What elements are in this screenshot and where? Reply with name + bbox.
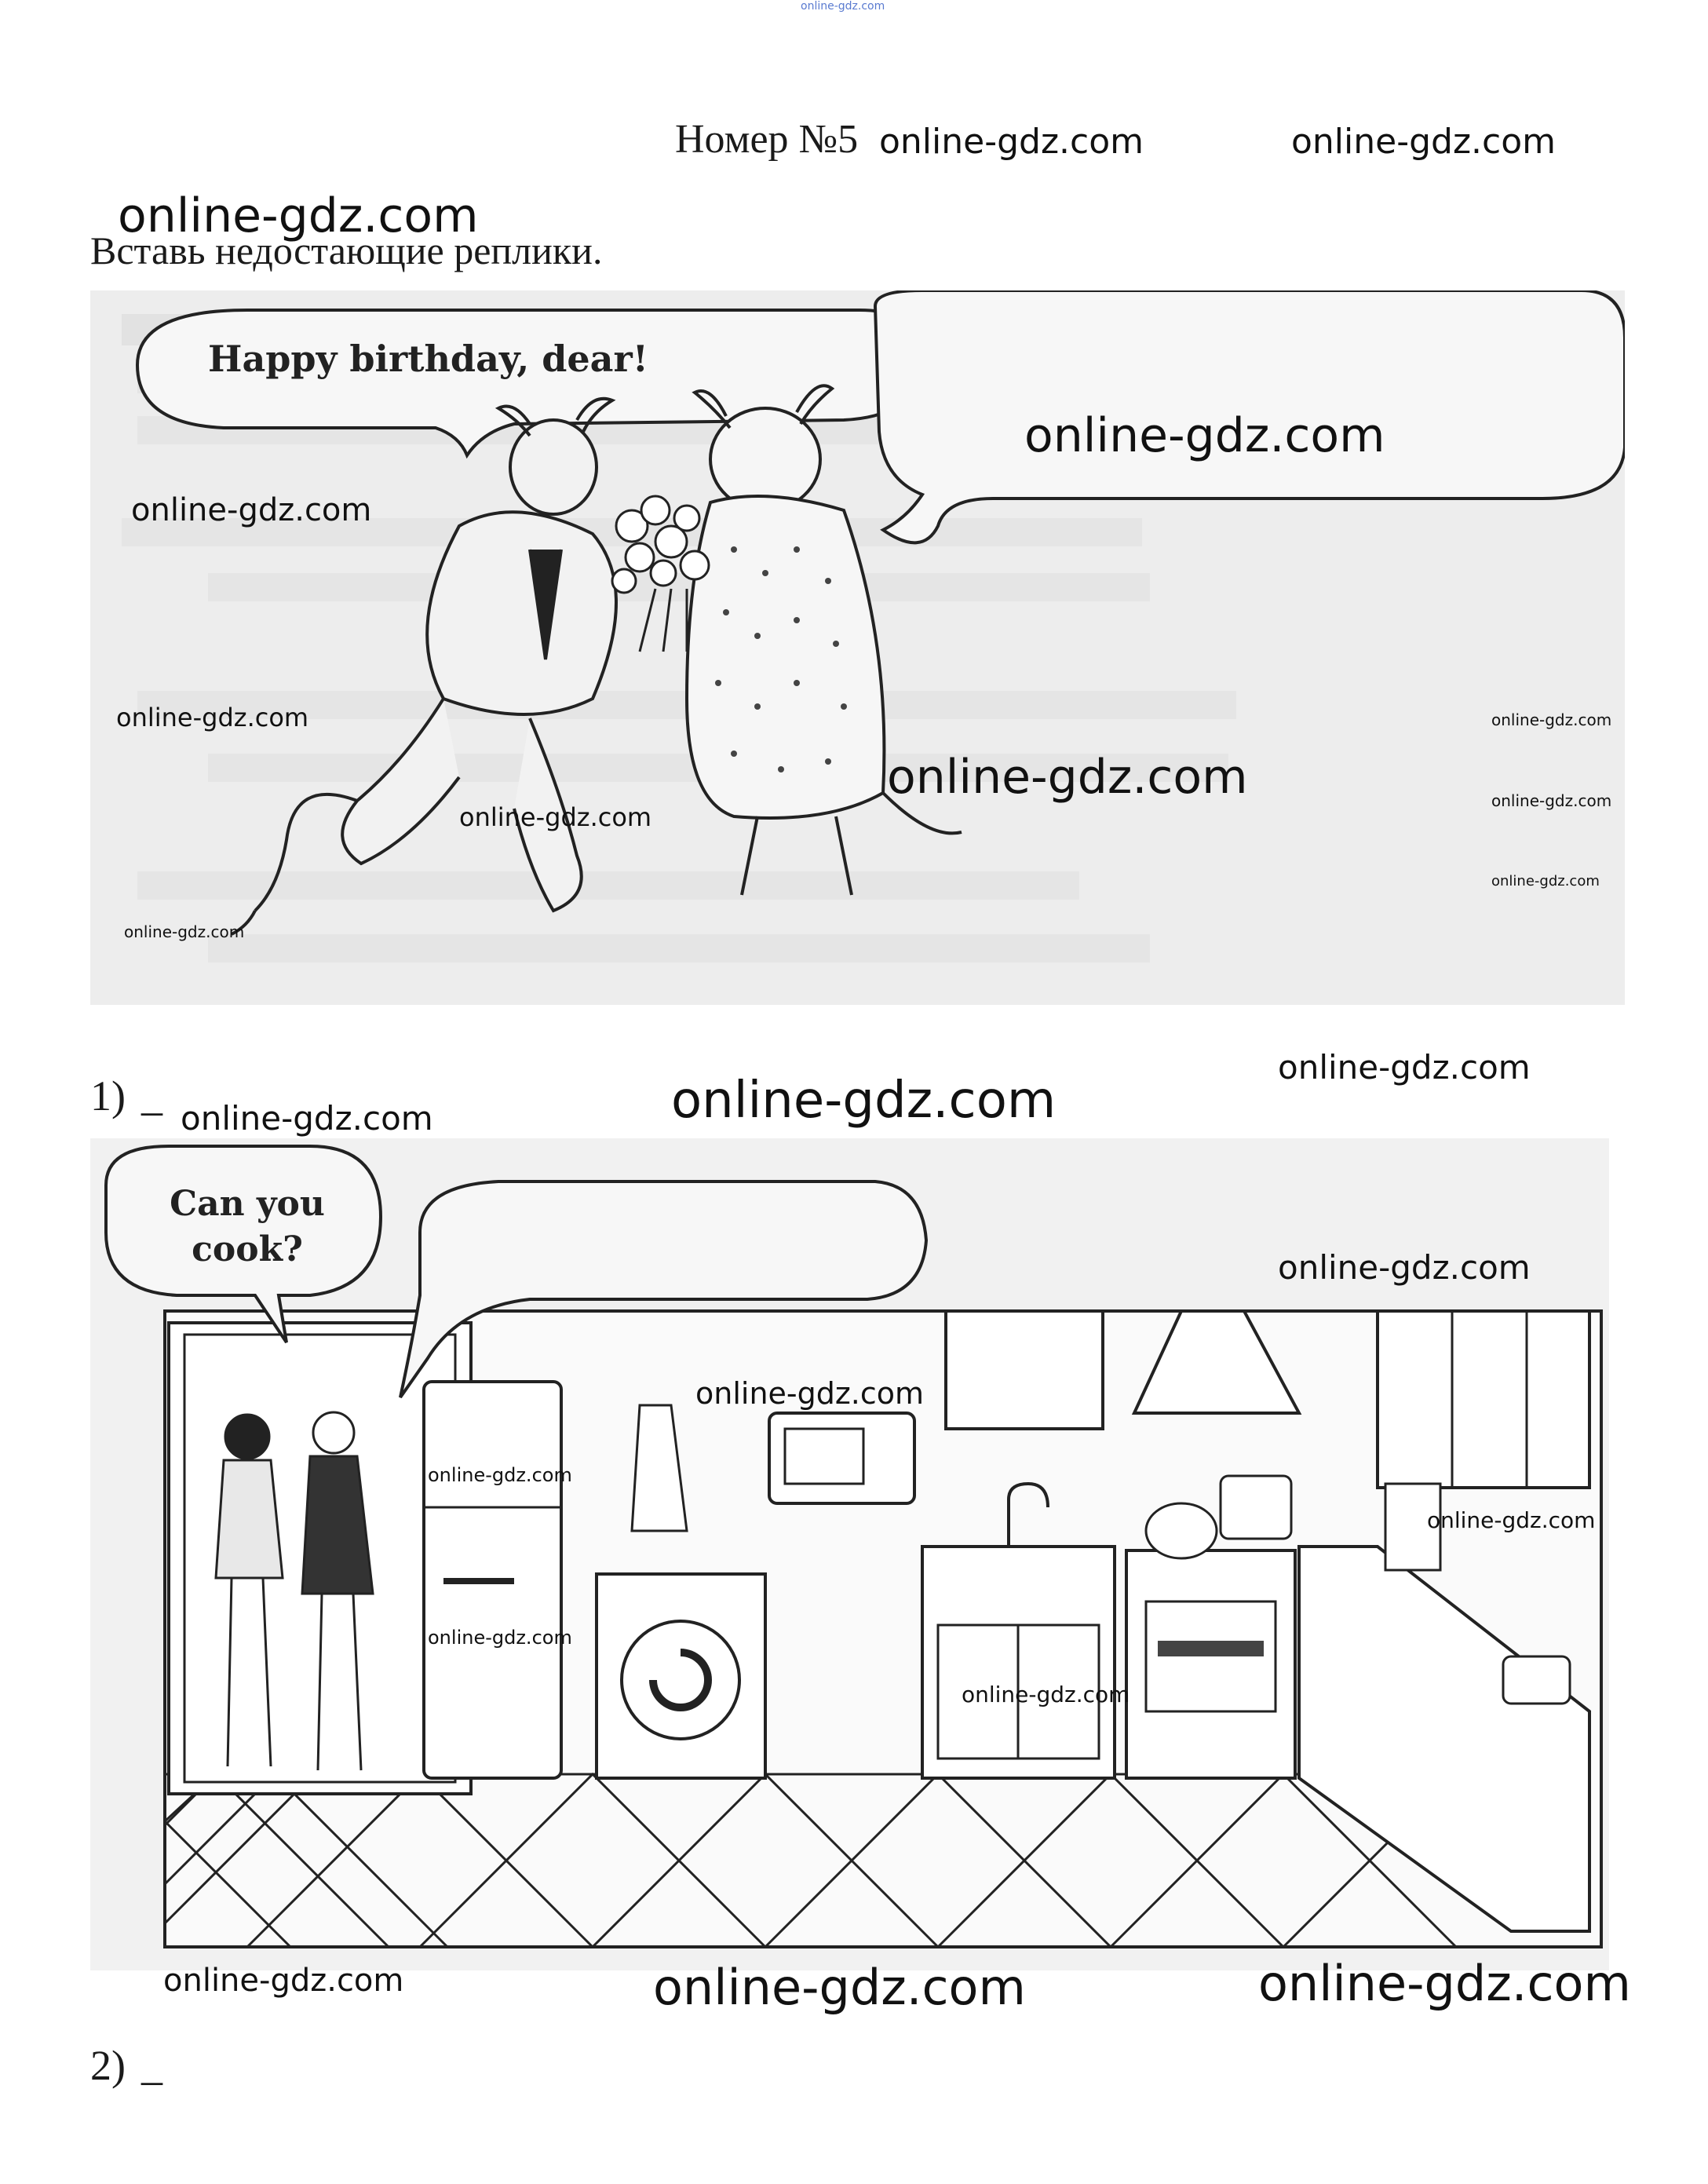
answer-1-number: 1)	[90, 1072, 126, 1119]
task-instruction: Вставь недостающие реплики.	[90, 228, 603, 272]
watermark: online-gdz.com	[118, 188, 479, 243]
watermark: online-gdz.com	[1491, 873, 1600, 889]
watermark: online-gdz.com	[1278, 1248, 1531, 1287]
watermark: online-gdz.com	[163, 1963, 404, 1999]
watermark: online-gdz.com	[962, 1682, 1130, 1707]
answer-2-blank[interactable]: _	[141, 2042, 162, 2089]
cook-speech-text: Can you cook?	[170, 1184, 325, 1269]
watermark: online-gdz.com	[459, 802, 652, 832]
watermark: online-gdz.com	[1024, 408, 1385, 463]
watermark: online-gdz.com	[887, 750, 1248, 805]
birthday-speech-text: Happy birthday, dear!	[208, 338, 648, 380]
watermark: online-gdz.com	[181, 1099, 433, 1138]
watermark: online-gdz.com	[1491, 791, 1612, 810]
watermark: online-gdz.com	[131, 492, 372, 528]
page-title: Номер №5	[675, 117, 859, 162]
watermark: online-gdz.com	[671, 1072, 1057, 1130]
watermark: online-gdz.com	[879, 122, 1144, 162]
watermark: online-gdz.com	[428, 1464, 572, 1486]
watermark: online-gdz.com	[1258, 1955, 1631, 2012]
watermark: online-gdz.com	[428, 1627, 572, 1649]
watermark: online-gdz.com	[116, 703, 309, 732]
birthday-drawing	[90, 290, 1625, 1005]
watermark: online-gdz.com	[1427, 1507, 1596, 1533]
answer-2-number: 2)	[90, 2042, 126, 2089]
watermark: online-gdz.com	[1291, 122, 1557, 162]
watermark: online-gdz.com	[695, 1376, 925, 1411]
watermark: online-gdz.com	[1491, 710, 1612, 729]
watermark: online-gdz.com	[653, 1959, 1026, 2016]
source-url[interactable]: online-gdz.com	[801, 0, 885, 13]
watermark: online-gdz.com	[1278, 1048, 1531, 1087]
illustration-birthday	[90, 290, 1625, 1005]
answer-1-blank[interactable]: _	[141, 1072, 162, 1119]
watermark: online-gdz.com	[124, 922, 245, 941]
